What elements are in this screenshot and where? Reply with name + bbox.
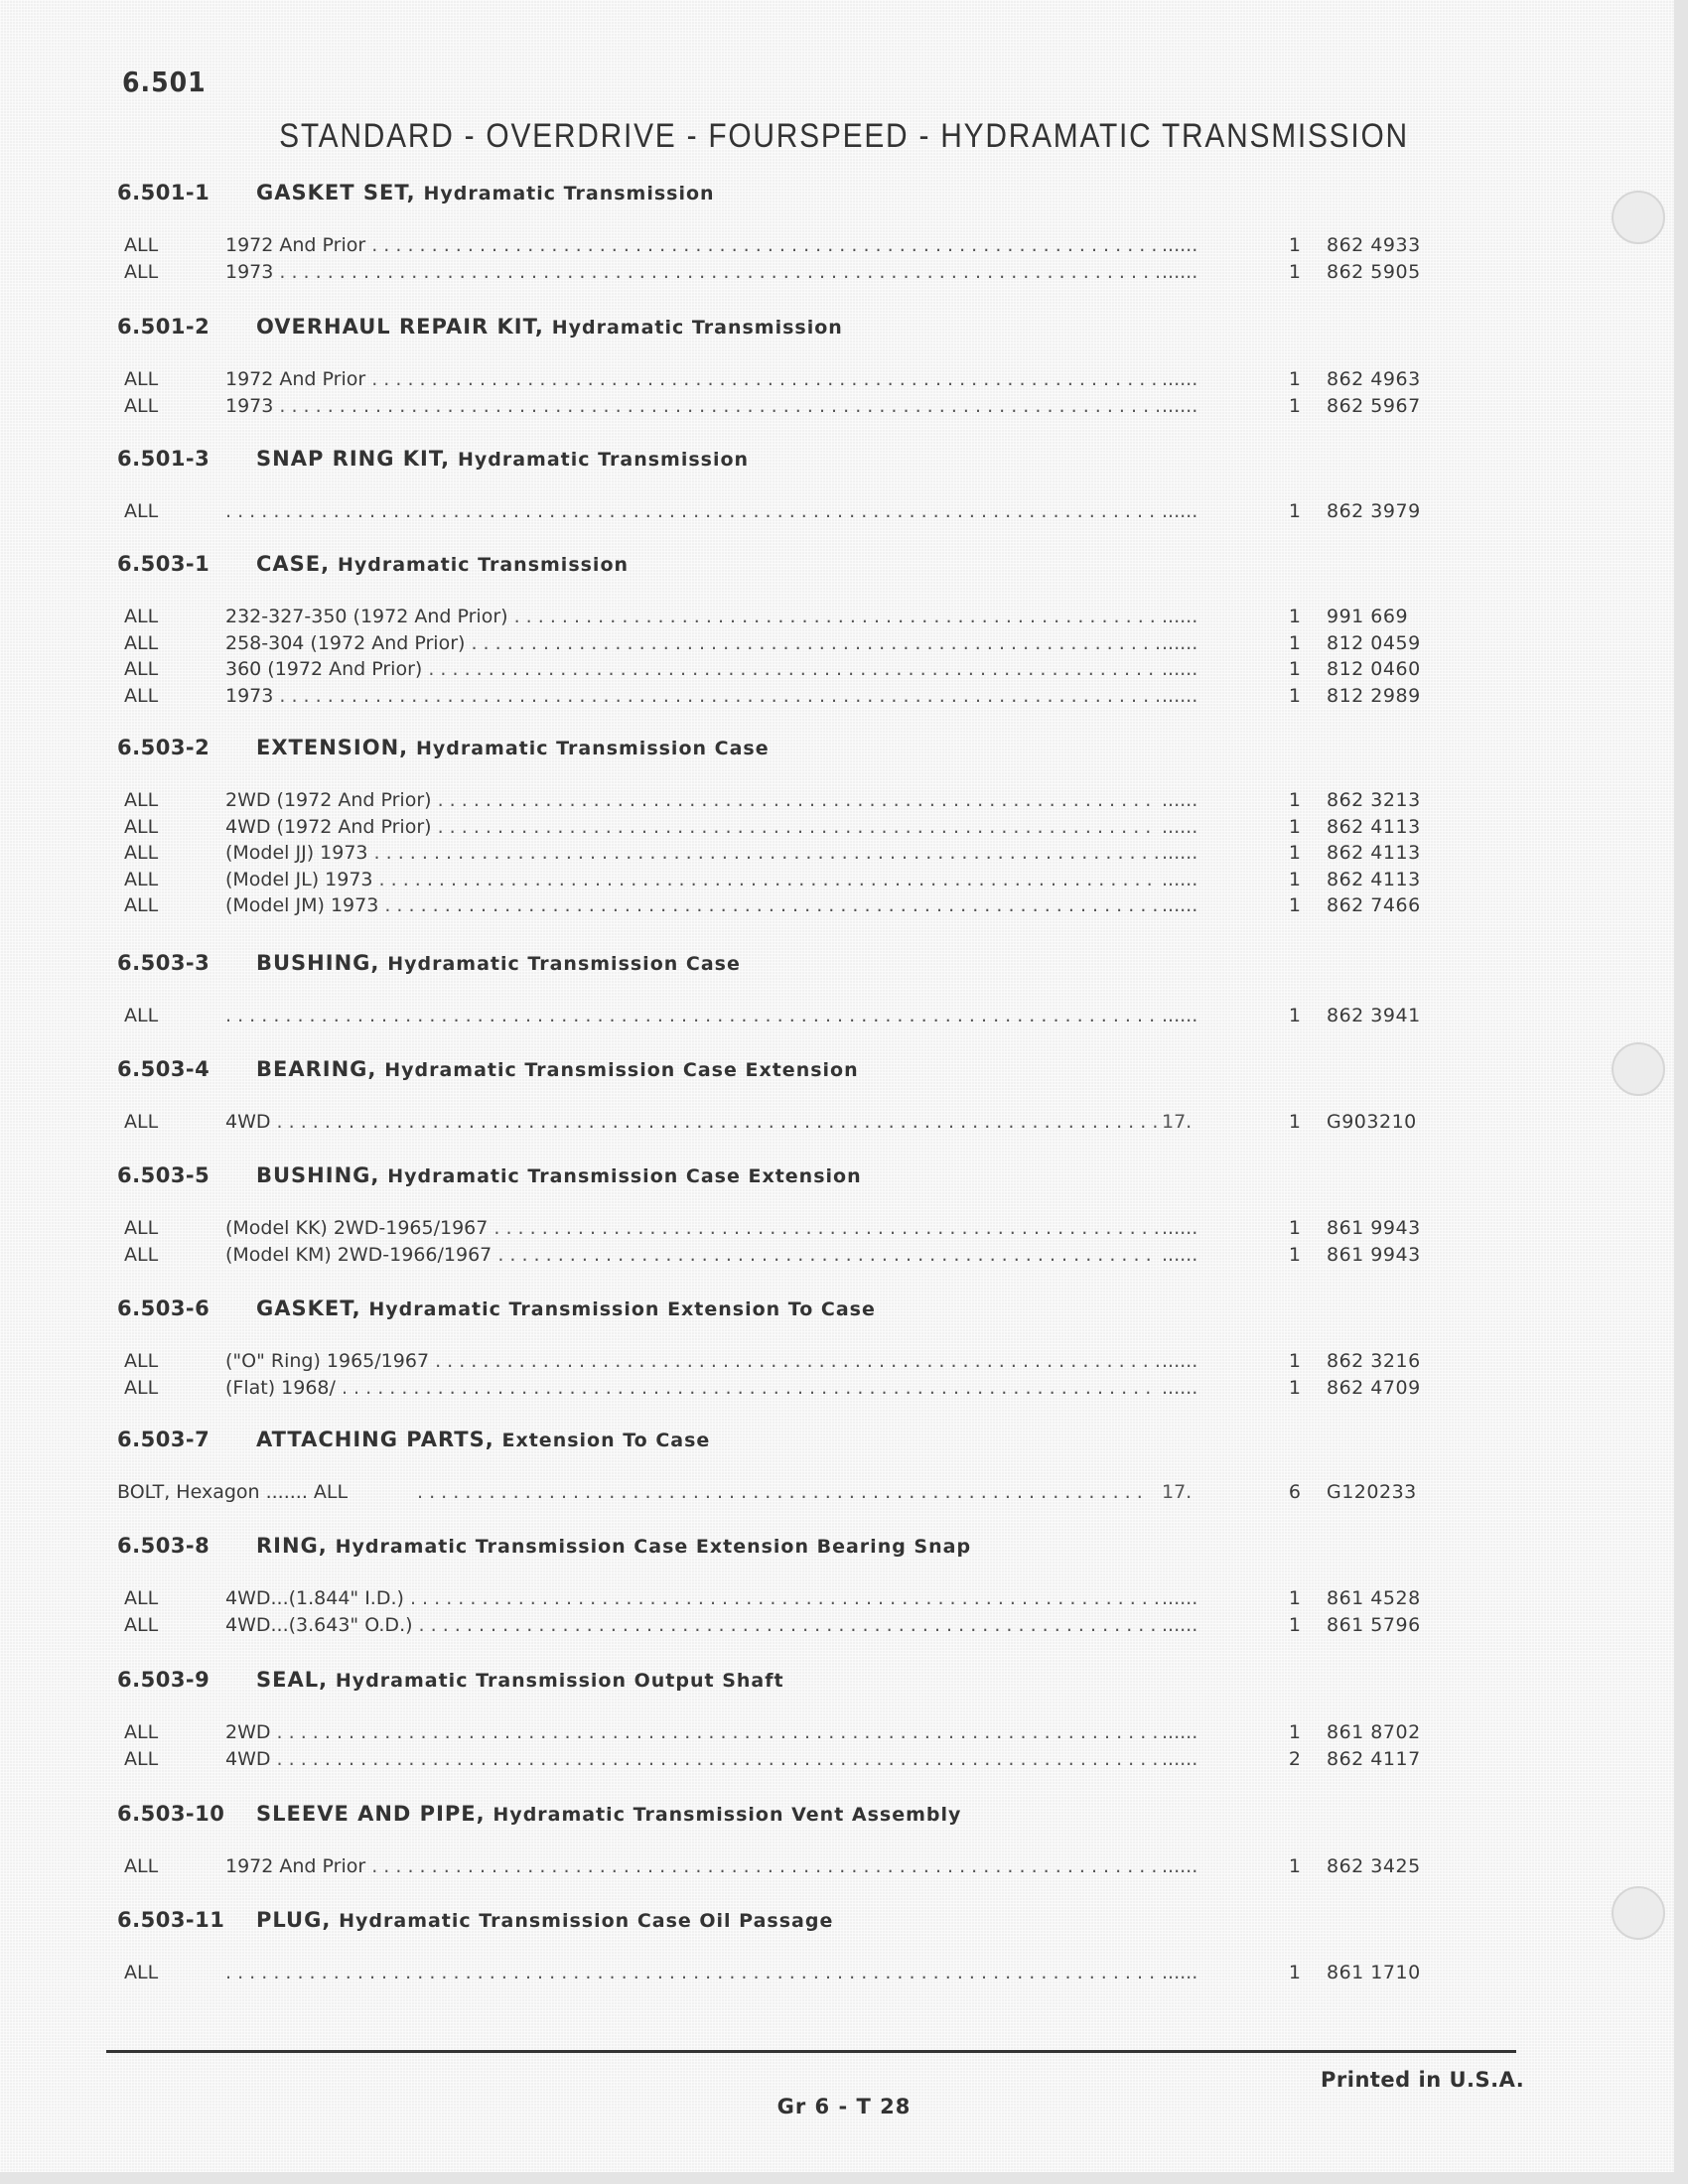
part-number-cell: 862 3425 [1327,1855,1421,1877]
description-cell: ("O" Ring) 1965/1967 . . . [225,1350,1159,1372]
description-cell: 1973 . . . [225,685,1159,707]
description-cell: 360 (1972 And Prior) . . . [225,658,1159,680]
figure-ref-cell: ...... [1162,1962,1198,1983]
part-number-cell: 862 3216 [1327,1350,1421,1372]
model-cell: ALL [124,368,159,390]
section-header [117,1668,784,1692]
figure-ref-cell: ...... [1162,1587,1198,1609]
parts-row [0,606,1688,631]
parts-row [0,685,1688,711]
description-cell [417,1481,1147,1503]
parts-row [0,1587,1688,1613]
model-cell: ALL [124,500,159,522]
part-number-cell: 862 4113 [1327,868,1421,890]
parts-row [0,234,1688,260]
part-number-cell: G120233 [1327,1481,1417,1503]
figure-ref-cell: ...... [1162,842,1198,864]
part-number-cell: 862 5967 [1327,394,1421,417]
part-number-cell: 862 4117 [1327,1747,1421,1770]
section-part-name: GASKET SET, [256,181,416,205]
description-cell [225,1005,1159,1026]
description-cell: 4WD...(1.844" I.D.) . . . [225,1587,1159,1609]
printed-in-usa: Printed in U.S.A. [1321,2068,1525,2092]
parts-row [0,1481,1688,1507]
description-cell: 1972 And Prior . . . [225,368,1159,390]
section-number: 6.503-11 [117,1908,225,1932]
model-cell: ALL [124,1243,159,1266]
section-number: 6.501-1 [117,181,211,205]
part-number-cell: 862 5905 [1327,260,1421,283]
part-number-cell: 862 3979 [1327,500,1421,522]
parts-row [0,632,1688,658]
figure-ref-cell: ...... [1162,368,1198,390]
description-cell [225,500,1159,522]
model-cell: ALL [124,1855,159,1877]
description-cell: 1973 . . . [225,261,1159,283]
section-number: 6.503-8 [117,1534,211,1558]
parts-row [0,1005,1688,1030]
figure-ref-cell: ...... [1162,789,1198,811]
section-number: 6.503-2 [117,736,211,759]
section-header [117,315,843,339]
section-part-name: CASE, [256,552,331,576]
part-number-cell: 862 4113 [1327,815,1421,838]
figure-ref-cell: ...... [1162,1243,1198,1266]
figure-ref-cell: ...... [1162,500,1198,522]
quantity-cell: 1 [1288,368,1301,390]
description-cell: 232-327-350 (1972 And Prior) . . . [225,606,1159,627]
section-number: 6.503-9 [117,1668,211,1692]
section-header [117,447,749,471]
section-description: Hydramatic Transmission [337,554,630,576]
section-description: Hydramatic Transmission [551,317,843,339]
quantity-cell: 1 [1288,1376,1301,1399]
part-number-cell: 861 4528 [1327,1587,1421,1609]
page-title: STANDARD - OVERDRIVE - FOURSPEED - HYDRAMATIC TRANSMISSION [279,117,1409,155]
section-description: Hydramatic Transmission Case Extension Bearing Snap [335,1536,972,1558]
section-description: Hydramatic Transmission Case [415,738,770,759]
model-cell: ALL [124,260,159,283]
quantity-cell: 6 [1288,1481,1301,1503]
model-cell: ALL [124,1111,159,1133]
parts-row [0,500,1688,526]
parts-row [0,1855,1688,1881]
model-cell: ALL [124,1376,159,1399]
model-cell: ALL [124,1721,159,1743]
figure-ref-cell: ...... [1162,1747,1198,1770]
section-header [117,951,741,975]
part-number-cell: 862 4113 [1327,842,1421,864]
quantity-cell: 1 [1288,1111,1301,1133]
section-header [117,181,715,205]
quantity-cell: 1 [1288,1243,1301,1266]
quantity-cell: 1 [1288,1217,1301,1239]
section-part-name: ATTACHING PARTS, [256,1428,494,1451]
quantity-cell: 1 [1288,1005,1301,1026]
section-description: Hydramatic Transmission Extension To Case [368,1298,876,1320]
quantity-cell: 1 [1288,815,1301,838]
section-part-name: RING, [256,1534,328,1558]
section-description: Hydramatic Transmission Output Shaft [335,1670,784,1692]
section-header [117,552,629,576]
description-cell: 4WD . . . [225,1748,1159,1770]
figure-ref-cell: ...... [1162,394,1198,417]
section-number: 6.501-3 [117,447,211,471]
section-header [117,1057,859,1081]
section-description: Hydramatic Transmission Case Oil Passage [339,1910,834,1932]
description-cell: 2WD . . . [225,1721,1159,1743]
section-header [117,1163,862,1187]
figure-ref-cell: ...... [1162,1217,1198,1239]
model-cell: ALL [124,234,159,256]
parts-row [0,816,1688,842]
quantity-cell: 1 [1288,1587,1301,1609]
figure-ref-cell: ...... [1162,1855,1198,1877]
quantity-cell: 1 [1288,1721,1301,1743]
section-header [117,1802,961,1826]
parts-row [0,1377,1688,1403]
description-cell: 4WD . . . [225,1111,1159,1133]
section-number: 6.501-2 [117,315,211,339]
section-header [117,1428,710,1451]
description-cell: 1972 And Prior . . . [225,1855,1159,1877]
model-cell: ALL [124,684,159,707]
part-number-cell: 991 669 [1327,606,1409,627]
parts-row [0,368,1688,394]
model-cell: ALL [124,1613,159,1636]
quantity-cell: 1 [1288,1855,1301,1877]
description-cell: (Model KK) 2WD-1965/1967 . . . [225,1217,1159,1239]
part-number-cell: G903210 [1327,1111,1417,1133]
section-header [117,1908,833,1932]
model-cell: ALL [124,1587,159,1609]
description-cell: 2WD (1972 And Prior) . . . [225,789,1159,811]
description-cell: 258-304 (1972 And Prior) . . . [225,632,1159,654]
parts-row [0,1962,1688,1987]
figure-ref-cell: ...... [1162,260,1198,283]
section-header [117,736,770,759]
quantity-cell: 1 [1288,234,1301,256]
figure-ref-cell: ...... [1162,1005,1198,1026]
part-number-cell: 812 0459 [1327,631,1421,654]
description-cell: 4WD (1972 And Prior) . . . [225,816,1159,838]
quantity-cell: 1 [1288,394,1301,417]
figure-ref-cell: ...... [1162,1376,1198,1399]
section-description: Hydramatic Transmission Case Extension [384,1059,859,1081]
part-number-cell: 861 8702 [1327,1721,1421,1743]
parts-row [0,1614,1688,1640]
section-number: 6.503-1 [117,552,211,576]
quantity-cell: 1 [1288,500,1301,522]
figure-ref-cell: ...... [1162,631,1198,654]
page-edge-bottom [0,2172,1688,2184]
part-number-cell: 861 5796 [1327,1613,1421,1636]
figure-ref-cell: ...... [1162,606,1198,627]
part-number-cell: 861 1710 [1327,1962,1421,1983]
model-cell: ALL [124,789,159,811]
figure-ref-cell: ...... [1162,658,1198,680]
section-part-name: BEARING, [256,1057,377,1081]
model-cell: ALL [124,606,159,627]
section-number: 6.503-3 [117,951,211,975]
parts-row [0,842,1688,868]
figure-ref-cell: ...... [1162,234,1198,256]
model-cell: ALL [124,1962,159,1983]
page-reference: Gr 6 - T 28 [776,2095,912,2118]
model-cell: ALL [124,1005,159,1026]
model-cell: ALL [124,815,159,838]
quantity-cell: 1 [1288,1962,1301,1983]
part-number-cell: 862 3213 [1327,789,1421,811]
quantity-cell: 1 [1288,894,1301,916]
parts-row [0,261,1688,287]
section-number: 6.503-6 [117,1297,211,1320]
model-cell: ALL [124,1747,159,1770]
parts-row [0,1111,1688,1137]
model-cell: ALL [124,394,159,417]
section-part-name: SEAL, [256,1668,329,1692]
quantity-cell: 2 [1288,1747,1301,1770]
part-number-cell: 862 4933 [1327,234,1421,256]
section-description: Hydramatic Transmission Case Extension [387,1165,862,1187]
section-number: 6.503-4 [117,1057,211,1081]
section-part-name: BUSHING, [256,1163,380,1187]
quantity-cell: 1 [1288,868,1301,890]
section-description: Hydramatic Transmission [457,449,750,471]
part-number-cell: 812 2989 [1327,684,1421,707]
page-number: 6.501 [122,66,207,98]
description-cell: (Model KM) 2WD-1966/1967 . . . [225,1244,1159,1266]
section-part-name: OVERHAUL REPAIR KIT, [256,315,544,339]
section-description: Extension To Case [501,1430,711,1451]
parts-row [0,658,1688,684]
section-description: Hydramatic Transmission [423,183,715,205]
section-number: 6.503-5 [117,1163,211,1187]
section-number: 6.503-7 [117,1428,211,1451]
parts-row [0,1350,1688,1376]
model-cell: ALL [124,842,159,864]
model-cell: ALL [124,868,159,890]
part-number-cell: 862 4963 [1327,368,1421,390]
figure-ref-cell: ...... [1162,1350,1198,1372]
parts-row [0,869,1688,894]
model-cell: ALL [124,1350,159,1372]
model-cell: BOLT, Hexagon ....... ALL [117,1481,349,1503]
section-part-name: BUSHING, [256,951,380,975]
section-part-name: SNAP RING KIT, [256,447,451,471]
figure-ref-cell: ...... [1162,868,1198,890]
model-cell: ALL [124,631,159,654]
parts-row [0,1748,1688,1774]
parts-row [0,395,1688,421]
model-cell: ALL [124,658,159,680]
parts-row [0,789,1688,815]
description-cell [225,1962,1159,1983]
figure-ref-cell: ...... [1162,684,1198,707]
description-cell: (Flat) 1968/ . . . [225,1377,1159,1399]
description-cell: 1973 . . . [225,395,1159,417]
quantity-cell: 1 [1288,1350,1301,1372]
quantity-cell: 1 [1288,260,1301,283]
punch-hole-middle [1612,1042,1665,1096]
section-part-name: EXTENSION, [256,736,409,759]
figure-ref-cell: ...... [1162,815,1198,838]
quantity-cell: 1 [1288,606,1301,627]
footer-rule [106,2050,1516,2053]
description-cell: (Model JM) 1973 . . . [225,894,1159,916]
part-number-cell: 862 7466 [1327,894,1421,916]
description-cell: (Model JJ) 1973 . . . [225,842,1159,864]
quantity-cell: 1 [1288,789,1301,811]
section-description: Hydramatic Transmission Vent Assembly [492,1804,962,1826]
section-header [117,1534,971,1558]
model-cell: ALL [124,894,159,916]
section-description: Hydramatic Transmission Case [387,953,741,975]
figure-ref-cell: 17. [1162,1481,1193,1503]
quantity-cell: 1 [1288,684,1301,707]
section-part-name: GASKET, [256,1297,361,1320]
section-header [117,1297,876,1320]
quantity-cell: 1 [1288,631,1301,654]
part-number-cell: 812 0460 [1327,658,1421,680]
quantity-cell: 1 [1288,842,1301,864]
punch-hole-bottom [1612,1886,1665,1940]
parts-row [0,1244,1688,1270]
parts-row [0,1217,1688,1243]
description-cell: (Model JL) 1973 . . . [225,869,1159,890]
quantity-cell: 1 [1288,658,1301,680]
quantity-cell: 1 [1288,1613,1301,1636]
figure-ref-cell: ...... [1162,1721,1198,1743]
model-cell: ALL [124,1217,159,1239]
section-number: 6.503-10 [117,1802,225,1826]
part-number-cell: 862 3941 [1327,1005,1421,1026]
part-number-cell: 861 9943 [1327,1217,1421,1239]
figure-ref-cell: ...... [1162,894,1198,916]
section-part-name: PLUG, [256,1908,332,1932]
figure-ref-cell: ...... [1162,1613,1198,1636]
parts-row [0,1721,1688,1747]
part-number-cell: 861 9943 [1327,1243,1421,1266]
figure-ref-cell: 17. [1162,1111,1193,1133]
part-number-cell: 862 4709 [1327,1376,1421,1399]
description-cell: 1972 And Prior . . . [225,234,1159,256]
description-cell: 4WD...(3.643" O.D.) . . . [225,1614,1159,1636]
parts-row [0,894,1688,920]
section-part-name: SLEEVE AND PIPE, [256,1802,486,1826]
